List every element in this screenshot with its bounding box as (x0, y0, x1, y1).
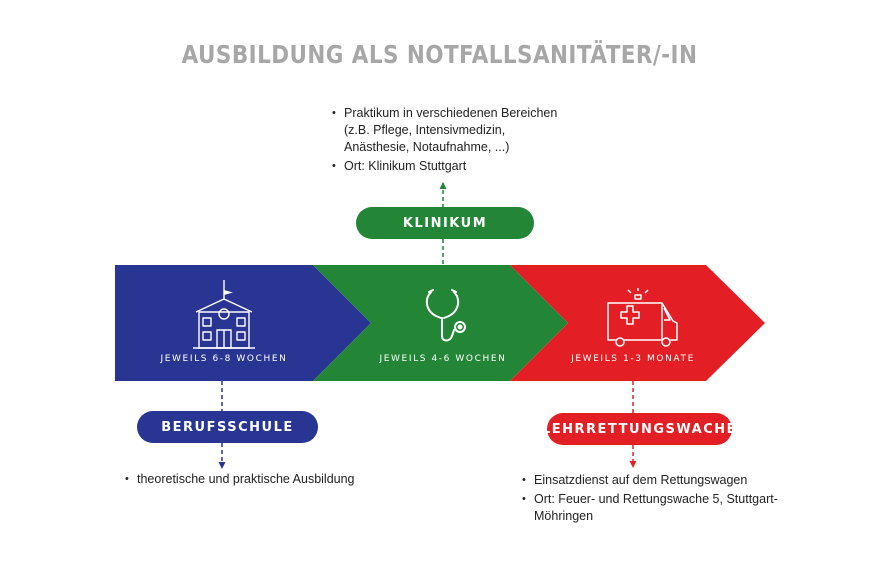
wache-bullet-list (522, 472, 782, 527)
list-item: • theoretische und praktische Ausbildung (125, 471, 425, 488)
arrow-down-icon (630, 461, 637, 468)
berufsschule-badge: BERUFSSCHULE (137, 411, 318, 443)
lehrrettungswache-badge: LEHRRETTUNGSWACHE (547, 413, 732, 445)
phase-duration-label: JEWEILS 4-6 WOCHEN (379, 354, 507, 364)
list-item: • Praktikum in verschiedenen Bereichen (z.B. Pflege, Intensivmedizin, Anästhesie, Notaufnahme, ...) (332, 105, 572, 156)
list-item: • Ort: Feuer- und Rettungswache 5, Stuttgart-Möhringen (522, 491, 782, 525)
page-title: AUSBILDUNG ALS NOTFALLSANITÄTER/-IN (181, 40, 698, 69)
berufsschule-bullet-list (125, 471, 425, 490)
arrow-up-icon (440, 182, 447, 189)
list-item: • Einsatzdienst auf dem Rettungswagen (522, 472, 782, 489)
list-item: • Ort: Klinikum Stuttgart (332, 158, 572, 175)
phase-duration-label: JEWEILS 1-3 MONATE (571, 354, 695, 364)
arrow-down-icon (219, 462, 226, 469)
klinikum-badge: KLINIKUM (356, 207, 534, 239)
phase-duration-label: JEWEILS 6-8 WOCHEN (160, 354, 288, 364)
